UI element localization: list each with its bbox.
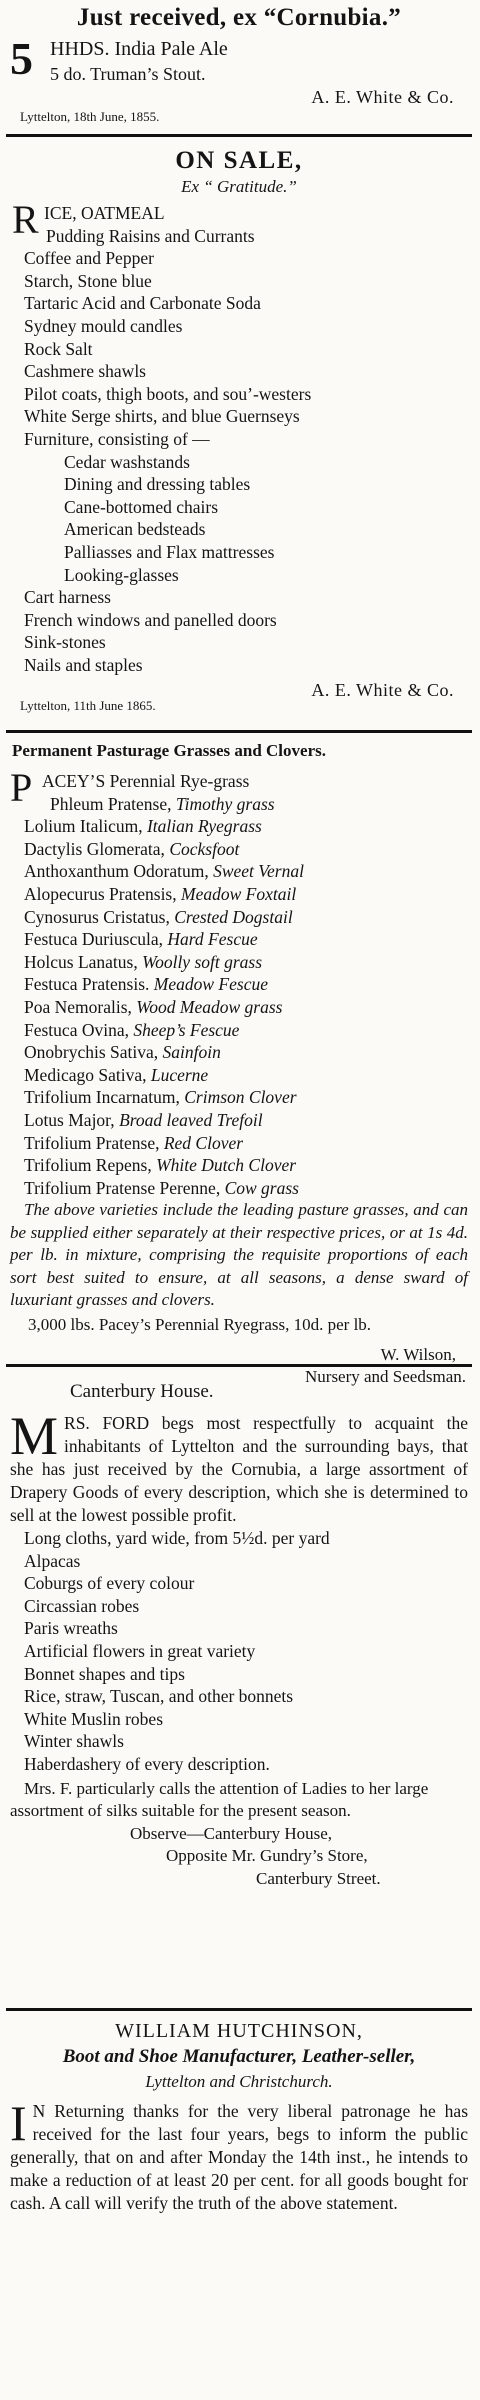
stout-line: 5 do. Truman’s Stout. — [50, 64, 206, 84]
grass-item — [10, 1041, 468, 1064]
grass-item — [10, 1019, 468, 1042]
grass-item — [10, 906, 468, 929]
list-item: Rock Salt — [24, 338, 93, 359]
grass-item — [10, 951, 468, 974]
grass-item — [10, 1064, 468, 1087]
list-item: Sink-stones — [24, 632, 106, 653]
list-item: Starch, Stone blue — [24, 270, 152, 291]
advert-heading: ON SALE, — [175, 147, 303, 174]
latin-name: Lotus Major, — [24, 1109, 115, 1130]
list-item: American bedsteads — [64, 519, 206, 540]
grass-item — [10, 815, 468, 838]
advert-heading: Canterbury House. — [70, 1381, 214, 1402]
drop-initial: M — [10, 1406, 59, 1466]
list-item: Pudding Raisins and Currants — [46, 225, 255, 246]
address-block — [10, 1823, 468, 1891]
common-name: Cow grass — [224, 1177, 299, 1198]
latin-name: Trifolium Repens, — [24, 1155, 152, 1176]
list-item: White Muslin robes — [24, 1708, 164, 1729]
merchant-signature: A. E. White & Co. — [311, 87, 454, 107]
grass-list — [10, 765, 468, 1199]
list-item: Coffee and Pepper — [24, 248, 154, 269]
list-item: Long cloths, yard wide, from 5½d. per yard — [24, 1528, 330, 1548]
list-item: Paris wreaths — [24, 1618, 118, 1639]
advert-canterbury-house — [10, 1380, 468, 1890]
silks-paragraph: Mrs. F. particularly calls the attention of Ladies to her large assortment of silks suitable for the present season. — [10, 1778, 429, 1821]
common-name: Meadow Fescue — [153, 974, 268, 995]
latin-name: Lolium Italicum, — [24, 816, 143, 837]
list-item: Furniture, consisting of — — [24, 428, 210, 449]
common-name: Sweet Vernal — [213, 861, 304, 882]
grass-item — [10, 793, 468, 816]
advert-heading: Permanent Pasturage Grasses and Clovers. — [12, 741, 326, 760]
latin-name: Trifolium Incarnatum, — [24, 1087, 180, 1108]
drop-initial: I — [10, 2095, 27, 2151]
advertiser-name: WILLIAM HUTCHINSON, — [115, 2020, 363, 2042]
notice-paragraph — [10, 2095, 468, 2215]
advert-headline: Just received, ex “Cornubia.” — [76, 4, 402, 31]
ale-text: HHDS. India Pale Ale — [50, 38, 228, 60]
common-name: Hard Fescue — [167, 929, 258, 950]
list-item: Looking-glasses — [64, 564, 179, 585]
list-item: Sydney mould candles — [24, 315, 183, 336]
list-item: Coburgs of every colour — [24, 1573, 195, 1594]
list-item: Bonnet shapes and tips — [24, 1663, 185, 1684]
latin-name: Dactylis Glomerata, — [24, 838, 165, 859]
common-name: White Dutch Clover — [156, 1155, 297, 1176]
common-name: Lucerne — [150, 1064, 209, 1085]
grass-item — [10, 996, 468, 1019]
notice-text: N Returning thanks for the very liberal patronage he has received for the last four years, begs to inform the public generally, that on and after Monday the 14th inst., he intends to make a reduction of at least 20 per cent. for all goods bought for cash. A call will verify the truth of the above statement. — [10, 2101, 468, 2213]
list-item: Cedar washstands — [64, 451, 190, 472]
list-item: Artificial flowers in great variety — [24, 1640, 256, 1661]
common-name: Crested Dogstail — [174, 906, 293, 927]
drop-initial: P — [10, 765, 33, 810]
grass-item — [10, 860, 468, 883]
column-rule — [6, 134, 472, 137]
mixture-note: The above varieties include the leading pasture grasses, and can be supplied either separately at their respective prices, or at 1s 4d. per lb. in mixture, comprising the requisite proportions of each sort best suited to ensure, at all seasons, a dense sward of luxuriant grasses and clovers. — [10, 1200, 468, 1310]
advert-hutchinson — [10, 2018, 468, 2215]
latin-name: Poa Nemoralis, — [24, 996, 132, 1017]
intro-text: RS. FORD begs most respectfully to acquaint the inhabitants of Lyttelton and the surrounding bays, that she has just received by the Cornubia, a large assortment of Drapery Goods of every description, which she is determined to sell at the lowest possible profit. — [10, 1413, 468, 1525]
list-item: Haberdashery of every description. — [24, 1753, 270, 1774]
column-rule — [6, 730, 472, 733]
common-name: Broad leaved Trefoil — [119, 1109, 263, 1130]
latin-name: Festuca Pratensis. — [24, 974, 150, 995]
merchant-signature: A. E. White & Co. — [311, 680, 454, 701]
latin-name: Alopecurus Pratensis, — [24, 883, 177, 904]
advert-subheading: Ex “ Gratitude.” — [181, 177, 297, 196]
first-item-text: ICE, OATMEAL — [44, 203, 165, 223]
column-rule — [6, 1364, 472, 1367]
grass-item — [10, 1177, 468, 1200]
common-name: Sheep’s Fescue — [133, 1019, 240, 1040]
dateline: Lyttelton, 18th June, 1855. — [20, 109, 160, 124]
drop-initial: R — [12, 197, 39, 242]
common-name: Woolly soft grass — [142, 951, 263, 972]
common-name: Crimson Clover — [184, 1087, 297, 1108]
latin-name: Festuca Duriuscula, — [24, 929, 163, 950]
drapery-list — [10, 1527, 468, 1776]
list-item: Cashmere shawls — [24, 361, 146, 382]
list-item: French windows and panelled doors — [24, 609, 277, 630]
column-rule — [6, 2008, 472, 2011]
common-name: Cocksfoot — [169, 838, 240, 859]
grass-item — [10, 1132, 468, 1155]
list-item: Tartaric Acid and Carbonate Soda — [24, 293, 261, 314]
list-item: Rice, straw, Tuscan, and other bonnets — [24, 1686, 294, 1707]
common-name: Sainfoin — [162, 1042, 221, 1063]
latin-name: Cynosurus Cristatus, — [24, 906, 170, 927]
common-name: Meadow Foxtail — [181, 883, 297, 904]
address-line: Observe—Canterbury House, — [130, 1823, 333, 1843]
advert-pasture-grasses — [10, 740, 468, 1388]
list-item: Dining and dressing tables — [64, 474, 251, 495]
sale-items — [10, 225, 468, 677]
grass-item — [10, 838, 468, 861]
common-name: Red Clover — [163, 1132, 244, 1153]
grass-item — [10, 1109, 468, 1132]
intro-paragraph — [10, 1406, 468, 1527]
list-item: Alpacas — [24, 1550, 81, 1571]
latin-name: Onobrychis Sativa, — [24, 1042, 159, 1063]
grass-item — [10, 1086, 468, 1109]
list-item: Cart harness — [24, 587, 111, 608]
common-name: Timothy grass — [175, 793, 275, 814]
advert-on-sale — [10, 146, 468, 718]
address-line: Canterbury Street. — [256, 1868, 381, 1888]
stock-line: 3,000 lbs. Pacey’s Perennial Ryegrass, 10d. per lb. — [28, 1314, 372, 1334]
grass-item — [10, 973, 468, 996]
common-name: Italian Ryegrass — [146, 816, 262, 837]
list-item: Winter shawls — [24, 1731, 124, 1752]
list-item: Cane-bottomed chairs — [64, 496, 219, 517]
advert-ale-stout — [10, 4, 468, 132]
list-item: Nails and staples — [24, 654, 143, 675]
grass-item — [10, 883, 468, 906]
advertiser-place: Lyttelton and Christchurch. — [145, 2072, 333, 2091]
common-name: Wood Meadow grass — [136, 996, 283, 1017]
latin-name: Medicago Sativa, — [24, 1064, 147, 1085]
first-item-text: ACEY’S Perennial Rye-grass — [42, 771, 250, 791]
list-item: White Serge shirts, and blue Guernseys — [24, 406, 300, 427]
latin-name: Holcus Lanatus, — [24, 951, 138, 972]
list-item: Palliasses and Flax mattresses — [64, 541, 275, 562]
grass-items — [10, 793, 468, 1200]
latin-name: Trifolium Pratense Perenne, — [24, 1177, 221, 1198]
advert-footer — [10, 678, 468, 718]
seller-title: Nursery and Seedsman. — [305, 1367, 466, 1387]
address-line: Opposite Mr. Gundry’s Store, — [166, 1846, 368, 1866]
latin-name: Festuca Ovina, — [24, 1019, 129, 1040]
list-item: Circassian robes — [24, 1595, 140, 1616]
latin-name: Phleum Pratense, — [50, 793, 172, 814]
latin-name: Anthoxanthum Odoratum, — [24, 861, 209, 882]
latin-name: Trifolium Pratense, — [24, 1132, 160, 1153]
grass-item — [10, 928, 468, 951]
big-numeral: 5 — [10, 33, 33, 84]
dateline: Lyttelton, 11th June 1865. — [20, 698, 156, 714]
seller-signature: W. Wilson, — [380, 1345, 456, 1365]
advertiser-trade: Boot and Shoe Manufacturer, Leather-seller, — [62, 2046, 416, 2067]
sale-item-list — [10, 197, 468, 676]
grass-item — [10, 1154, 468, 1177]
list-item: Pilot coats, thigh boots, and sou’-westers — [24, 383, 312, 404]
